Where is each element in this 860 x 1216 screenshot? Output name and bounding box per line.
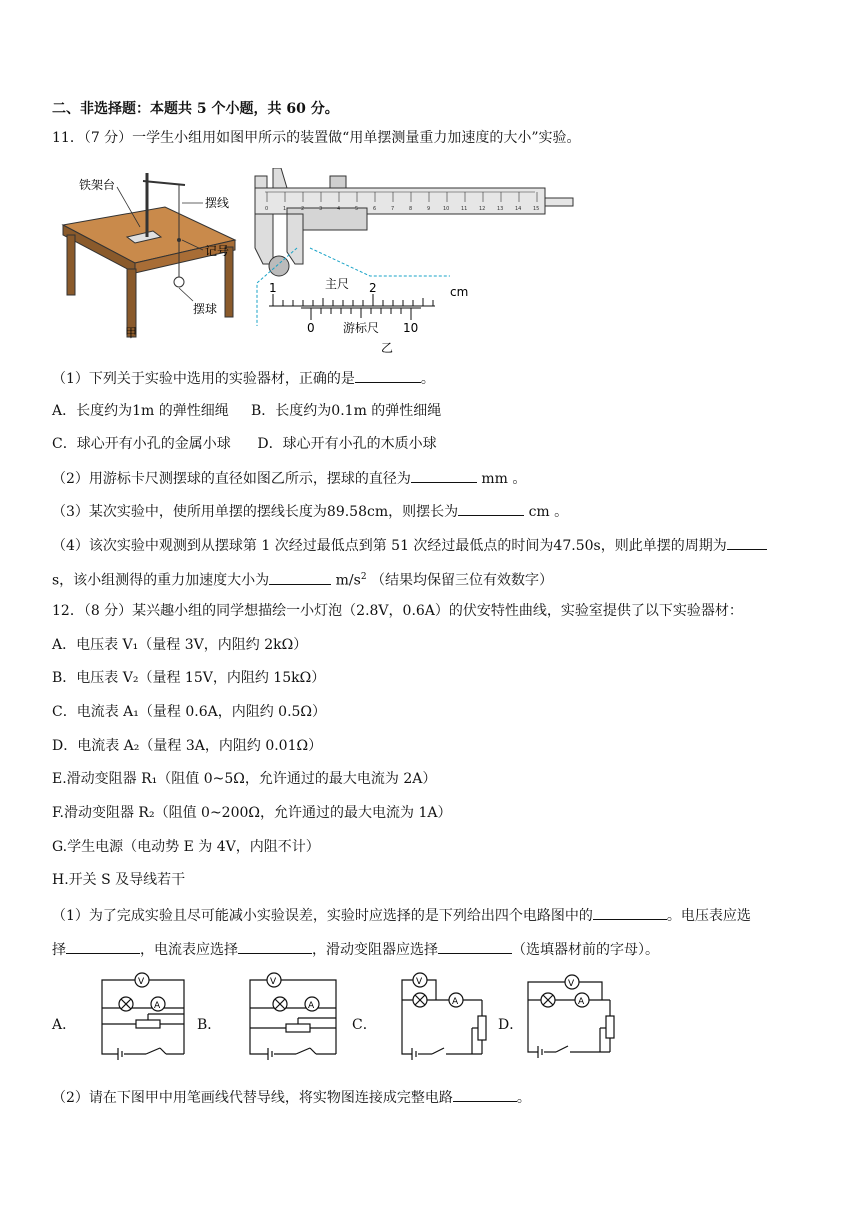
svg-text:14: 14 <box>515 206 522 212</box>
svg-text:A: A <box>452 997 459 1007</box>
svg-text:15: 15 <box>533 206 540 212</box>
q12-stem: 12．（8 分）某兴趣小组的同学想描绘一小灯泡（2.8V，0.6A）的伏安特性曲线，实验室提供了以下实验器材： <box>52 603 743 619</box>
table-leg <box>67 235 75 295</box>
svg-text:9: 9 <box>427 206 431 212</box>
q11-part3: （3）某次实验中，使所用单摆的摆线长度为89.58cm，则摆长为 cm 。 <box>52 500 568 522</box>
svg-text:13: 13 <box>497 206 504 212</box>
moving-jaw <box>287 214 303 264</box>
svg-text:V: V <box>270 977 277 987</box>
svg-text:A: A <box>308 1001 315 1011</box>
label-vernier: 游标尺 <box>343 321 380 335</box>
vernier-tick-10: 10 <box>403 321 419 335</box>
answer-blank[interactable] <box>727 534 767 550</box>
svg-text:V: V <box>416 977 423 987</box>
svg-text:8: 8 <box>409 206 413 212</box>
svg-text:A: A <box>578 997 585 1007</box>
q12-part1b: 择 ，电流表应选择 ，滑动变阻器应选择 （选填器材前的字母）。 <box>52 938 659 960</box>
fixed-jaw <box>255 214 273 264</box>
circuit-label-d: D． <box>498 1017 524 1033</box>
q11-stem: 11．（7 分）一学生小组用如图甲所示的装置做“用单摆测量重力加速度的大小”实验。 <box>52 130 581 146</box>
measured-ball <box>269 256 289 276</box>
q12-item-g: G.学生电源（电动势 E 为 4V，内阻不计） <box>52 839 320 855</box>
vernier-tick-0: 0 <box>307 321 315 335</box>
caption-jia: 甲 <box>125 326 138 340</box>
label-mark: 记号 <box>205 244 230 258</box>
magnified-vernier <box>301 308 421 320</box>
main-tick-1: 1 <box>269 281 277 295</box>
q11-part4b: s，该小组测得的重力加速度大小为 $m/s^2$ （结果均保留三位有效数字） <box>52 567 553 591</box>
circuit-label-a: A． <box>52 1017 77 1033</box>
q12-part2: （2）请在下图甲中用笔画线代替导线，将实物图连接成完整电路 。 <box>52 1086 531 1108</box>
svg-text:0: 0 <box>265 206 269 212</box>
q12-item-d: D．电流表 A₂（量程 3A，内阻约 0.01Ω） <box>52 738 323 754</box>
option-c: C．球心开有小孔的金属小球 <box>52 436 231 452</box>
svg-text:V: V <box>568 979 575 989</box>
svg-text:10: 10 <box>443 206 450 212</box>
svg-text:6: 6 <box>373 206 377 212</box>
svg-text:12: 12 <box>479 206 486 212</box>
option-b: B．长度约为0.1m 的弹性细绳 <box>251 403 442 419</box>
label-main-scale: 主尺 <box>325 277 350 291</box>
magnified-main-scale <box>269 294 435 306</box>
circuit-a <box>96 968 196 1064</box>
q11-part1: （1）下列关于实验中选用的实验器材，正确的是 。 <box>52 367 435 389</box>
answer-blank[interactable] <box>66 938 140 954</box>
q12-item-a: A．电压表 V₁（量程 3V，内阻约 2kΩ） <box>52 637 308 653</box>
circuit-label-b: B． <box>197 1017 222 1033</box>
circuit-d <box>522 968 622 1064</box>
q12-item-h: H.开关 S 及导线若干 <box>52 872 186 888</box>
answer-blank[interactable] <box>438 938 512 954</box>
svg-text:1: 1 <box>283 206 287 212</box>
q11-options-cd <box>52 434 437 454</box>
answer-blank[interactable] <box>355 367 421 383</box>
label-unit: cm <box>450 285 469 299</box>
svg-text:2: 2 <box>301 206 305 212</box>
label-ball: 摆球 <box>193 302 218 316</box>
main-tick-2: 2 <box>369 281 377 295</box>
svg-text:3: 3 <box>319 206 323 212</box>
answer-blank[interactable] <box>411 467 477 483</box>
label-string: 摆线 <box>205 196 230 210</box>
svg-text:A: A <box>154 1001 161 1011</box>
label-stand: 铁架台 <box>79 178 116 192</box>
section-header: 二、非选择题：本题共 5 个小题，共 60 分。 <box>52 101 339 117</box>
svg-text:V: V <box>138 977 145 987</box>
q12-item-b: B．电压表 V₂（量程 15V，内阻约 15kΩ） <box>52 670 326 686</box>
q12-item-c: C．电流表 A₁（量程 0.6A，内阻约 0.5Ω） <box>52 704 327 720</box>
circuit-b <box>244 968 344 1064</box>
option-d: D．球心开有小孔的木质小球 <box>257 436 437 452</box>
caption-yi: 乙 <box>381 341 394 355</box>
q11-part2: （2）用游标卡尺测摆球的直径如图乙所示，摆球的直径为 mm 。 <box>52 467 526 489</box>
q12-part1a: （1）为了完成实验且尽可能减小实验误差，实验时应选择的是下列给出四个电路图中的 。电压表应选 <box>52 904 751 926</box>
answer-blank[interactable] <box>269 569 331 585</box>
mark-dot <box>177 238 181 242</box>
answer-blank[interactable] <box>453 1086 517 1102</box>
q12-item-f: F.滑动变阻器 R₂（阻值 0~200Ω，允许通过的最大电流为 1A） <box>52 805 452 821</box>
figure-jia <box>55 165 245 345</box>
answer-blank[interactable] <box>238 938 312 954</box>
svg-text:7: 7 <box>391 206 395 212</box>
circuit-label-c: C． <box>352 1017 377 1033</box>
q11-options-ab <box>52 401 441 421</box>
circuit-c <box>396 968 496 1064</box>
svg-text:11: 11 <box>461 206 468 212</box>
svg-text:4: 4 <box>337 206 341 212</box>
q12-item-e: E.滑动变阻器 R₁（阻值 0~5Ω，允许通过的最大电流为 2A） <box>52 771 437 787</box>
answer-blank[interactable] <box>593 904 667 920</box>
q11-part4a: （4）该次实验中观测到从摆球第 1 次经过最低点到第 51 次经过最低点的时间为47.50s，则此单摆的周期为 <box>52 534 767 556</box>
svg-text:5: 5 <box>355 206 359 212</box>
option-a: A．长度约为1m 的弹性细绳 <box>52 403 229 419</box>
pendulum-ball <box>174 277 184 287</box>
figure-yi <box>235 168 580 358</box>
answer-blank[interactable] <box>458 500 524 516</box>
